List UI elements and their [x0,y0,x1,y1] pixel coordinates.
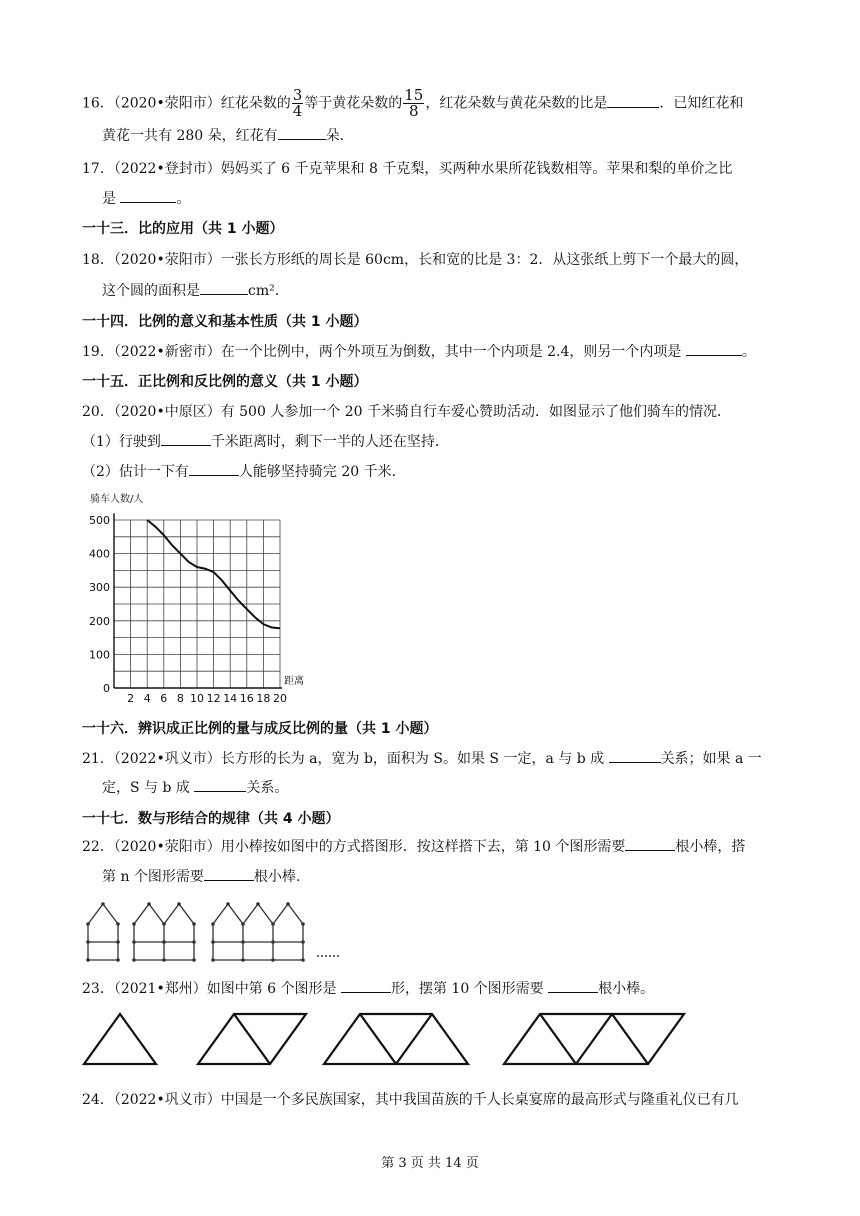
q18-line2 [102,280,279,302]
q16-line1 [82,88,743,119]
x-tick-label: 2 [127,692,135,705]
section-heading-14: 一十四．比例的意义和基本性质（共 1 小题） [82,314,368,330]
answer-blank[interactable] [200,280,248,295]
answer-blank[interactable] [609,748,661,763]
ellipsis-dots [317,955,339,957]
q19-text-a: 19．（2022•新密市）在一个比例中，两个外项互为倒数，其中一个内项是 2.4，则另一个内项是 [82,344,686,360]
x-tick-label: 4 [143,692,151,705]
q16-text-f: 朵. [325,128,345,144]
answer-blank[interactable] [607,93,659,108]
q23-text-b: 形，摆第 10 个图形需要 [390,981,549,997]
triangle-figure-2 [198,1014,306,1064]
page-footer: 第 3 页 共 14 页 [381,1156,479,1171]
answer-blank[interactable] [189,461,239,476]
q18-text-b: cm². [248,283,280,299]
q21-text-b: 关系；如果 a 一 [660,751,762,767]
section-heading-17: 一十七．数与形结合的规律（共 4 小题） [82,811,340,827]
q21-line1 [82,748,762,770]
q21-text-d: 关系。 [246,780,289,796]
q20-p2-text-a: （2）估计一下有 [82,464,189,480]
q18-text-a: 这个圆的面积是 [102,283,200,299]
q22-text-c: 第 n 个图形需要 [102,869,204,885]
frac2-denominator: 8 [409,102,419,120]
q22-text-b: 根小棒，搭 [675,839,746,855]
y-tick-label: 500 [89,514,110,527]
section-heading-13: 一十三．比的应用（共 1 小题） [82,221,284,237]
x-axis-label: 距离 [284,676,304,687]
x-tick-label: 14 [223,692,238,705]
y-axis-label: 骑车人数/人 [90,494,144,505]
triangle-figure-3 [324,1014,468,1064]
q16-fraction-2 [403,88,424,119]
q20-p1-text-b: 千米距离时，剩下一半的人还在坚持． [210,434,449,450]
q18-line1: 18．（2020•荥阳市）一张长方形纸的周长是 60cm，长和宽的比是 3：2．从这张纸上剪下一个最大的圆， [82,252,749,268]
answer-blank[interactable] [686,341,742,356]
y-tick-label: 400 [89,547,110,561]
q16-text-a: 16．（2020•荥阳市）红花朵数的 [82,95,291,112]
q17-line1: 17．（2022•登封市）妈妈买了 6 千克苹果和 8 千克梨，买两种水果所花钱数相等。苹果和梨的单价之比 [82,161,733,177]
q20-line1: 20．（2020•中原区）有 500 人参加一个 20 千米骑自行车爱心赞助活动．如图显示了他们骑车的情况． [82,404,732,420]
q23-text-c: 根小棒。 [598,981,655,997]
x-tick-label: 18 [256,692,271,705]
answer-blank[interactable] [341,978,391,993]
frac2-numerator: 15 [404,86,424,104]
q16-text-e: 黄花一共有 280 朵，红花有 [102,128,278,144]
q21-line2 [102,777,288,799]
q21-text-a: 21．（2022•巩义市）长方形的长为 a，宽为 b，面积为 S。如果 S 一定，a 与 b 成 [82,751,609,767]
answer-blank[interactable] [120,188,176,203]
q17-line2 [102,188,190,210]
q19-line1 [82,341,756,363]
y-tick-label: 200 [89,614,110,628]
house-figure-2 [134,904,194,960]
q20-part1 [82,431,449,453]
answer-blank[interactable] [625,836,675,851]
q16-text-c: ，红花朵数与黄花朵数的比是 [425,95,608,112]
answer-blank[interactable] [194,777,246,792]
y-tick-label: 100 [89,648,110,662]
answer-blank[interactable] [204,866,254,881]
q22-line1 [82,836,745,858]
x-tick-label: 16 [239,692,254,705]
y-tick-label: 0 [103,682,110,695]
answer-blank[interactable] [278,125,326,140]
q17-text-a: 是 [102,191,121,207]
answer-blank[interactable] [548,978,598,993]
x-tick-label: 20 [273,692,287,705]
q21-text-c: 定，S 与 b 成 [102,780,195,796]
q19-text-b: 。 [741,344,756,360]
frac1-numerator: 3 [292,86,303,104]
q16-line2 [102,125,344,147]
q17-text-b: 。 [176,191,191,207]
q20-p1-text-a: （1）行驶到 [82,434,161,450]
q22-text-a: 22．（2020•荥阳市）用小棒按如图中的方式搭图形．按这样搭下去，第 10 个图形需要 [82,839,626,855]
x-tick-label: 8 [176,692,184,705]
q23-line1 [82,978,654,1000]
q20-part2 [82,461,406,483]
answer-blank[interactable] [161,431,211,446]
q22-line2 [102,866,300,888]
house-figure-dots [86,902,305,962]
q24-line1: 24．（2022•巩义市）中国是一个多民族国家，其中我国苗族的千人长桌宴席的最高形式与隆重礼仪已有几 [82,1092,739,1108]
house-figure-1 [88,904,118,960]
frac1-denominator: 4 [292,102,303,120]
stick-house-figures [82,896,362,968]
q16-text-b: 等于黄花朵数的 [304,95,403,112]
triangle-figure-1 [84,1014,156,1064]
q20-p2-text-b: 人能够坚持骑完 20 千米． [238,464,406,480]
x-tick-label: 10 [190,692,204,705]
q16-fraction-1 [292,88,304,119]
triangle-figure-4 [504,1014,684,1064]
q23-text-a: 23．（2021•郑州）如图中第 6 个图形是 [82,981,341,997]
x-tick-label: 12 [206,692,221,705]
triangle-figures [82,1008,722,1070]
q16-text-d: ．已知红花和 [659,95,744,112]
x-tick-label: 6 [160,692,168,705]
y-tick-label: 300 [89,581,110,595]
cyclists-line-chart [82,490,322,705]
house-figure-3 [213,904,303,960]
section-heading-15: 一十五．正比例和反比例的意义（共 1 小题） [82,374,368,390]
q22-text-d: 根小棒. [253,869,301,885]
section-heading-16: 一十六．辨识成正比例的量与成反比例的量（共 1 小题） [82,721,438,737]
